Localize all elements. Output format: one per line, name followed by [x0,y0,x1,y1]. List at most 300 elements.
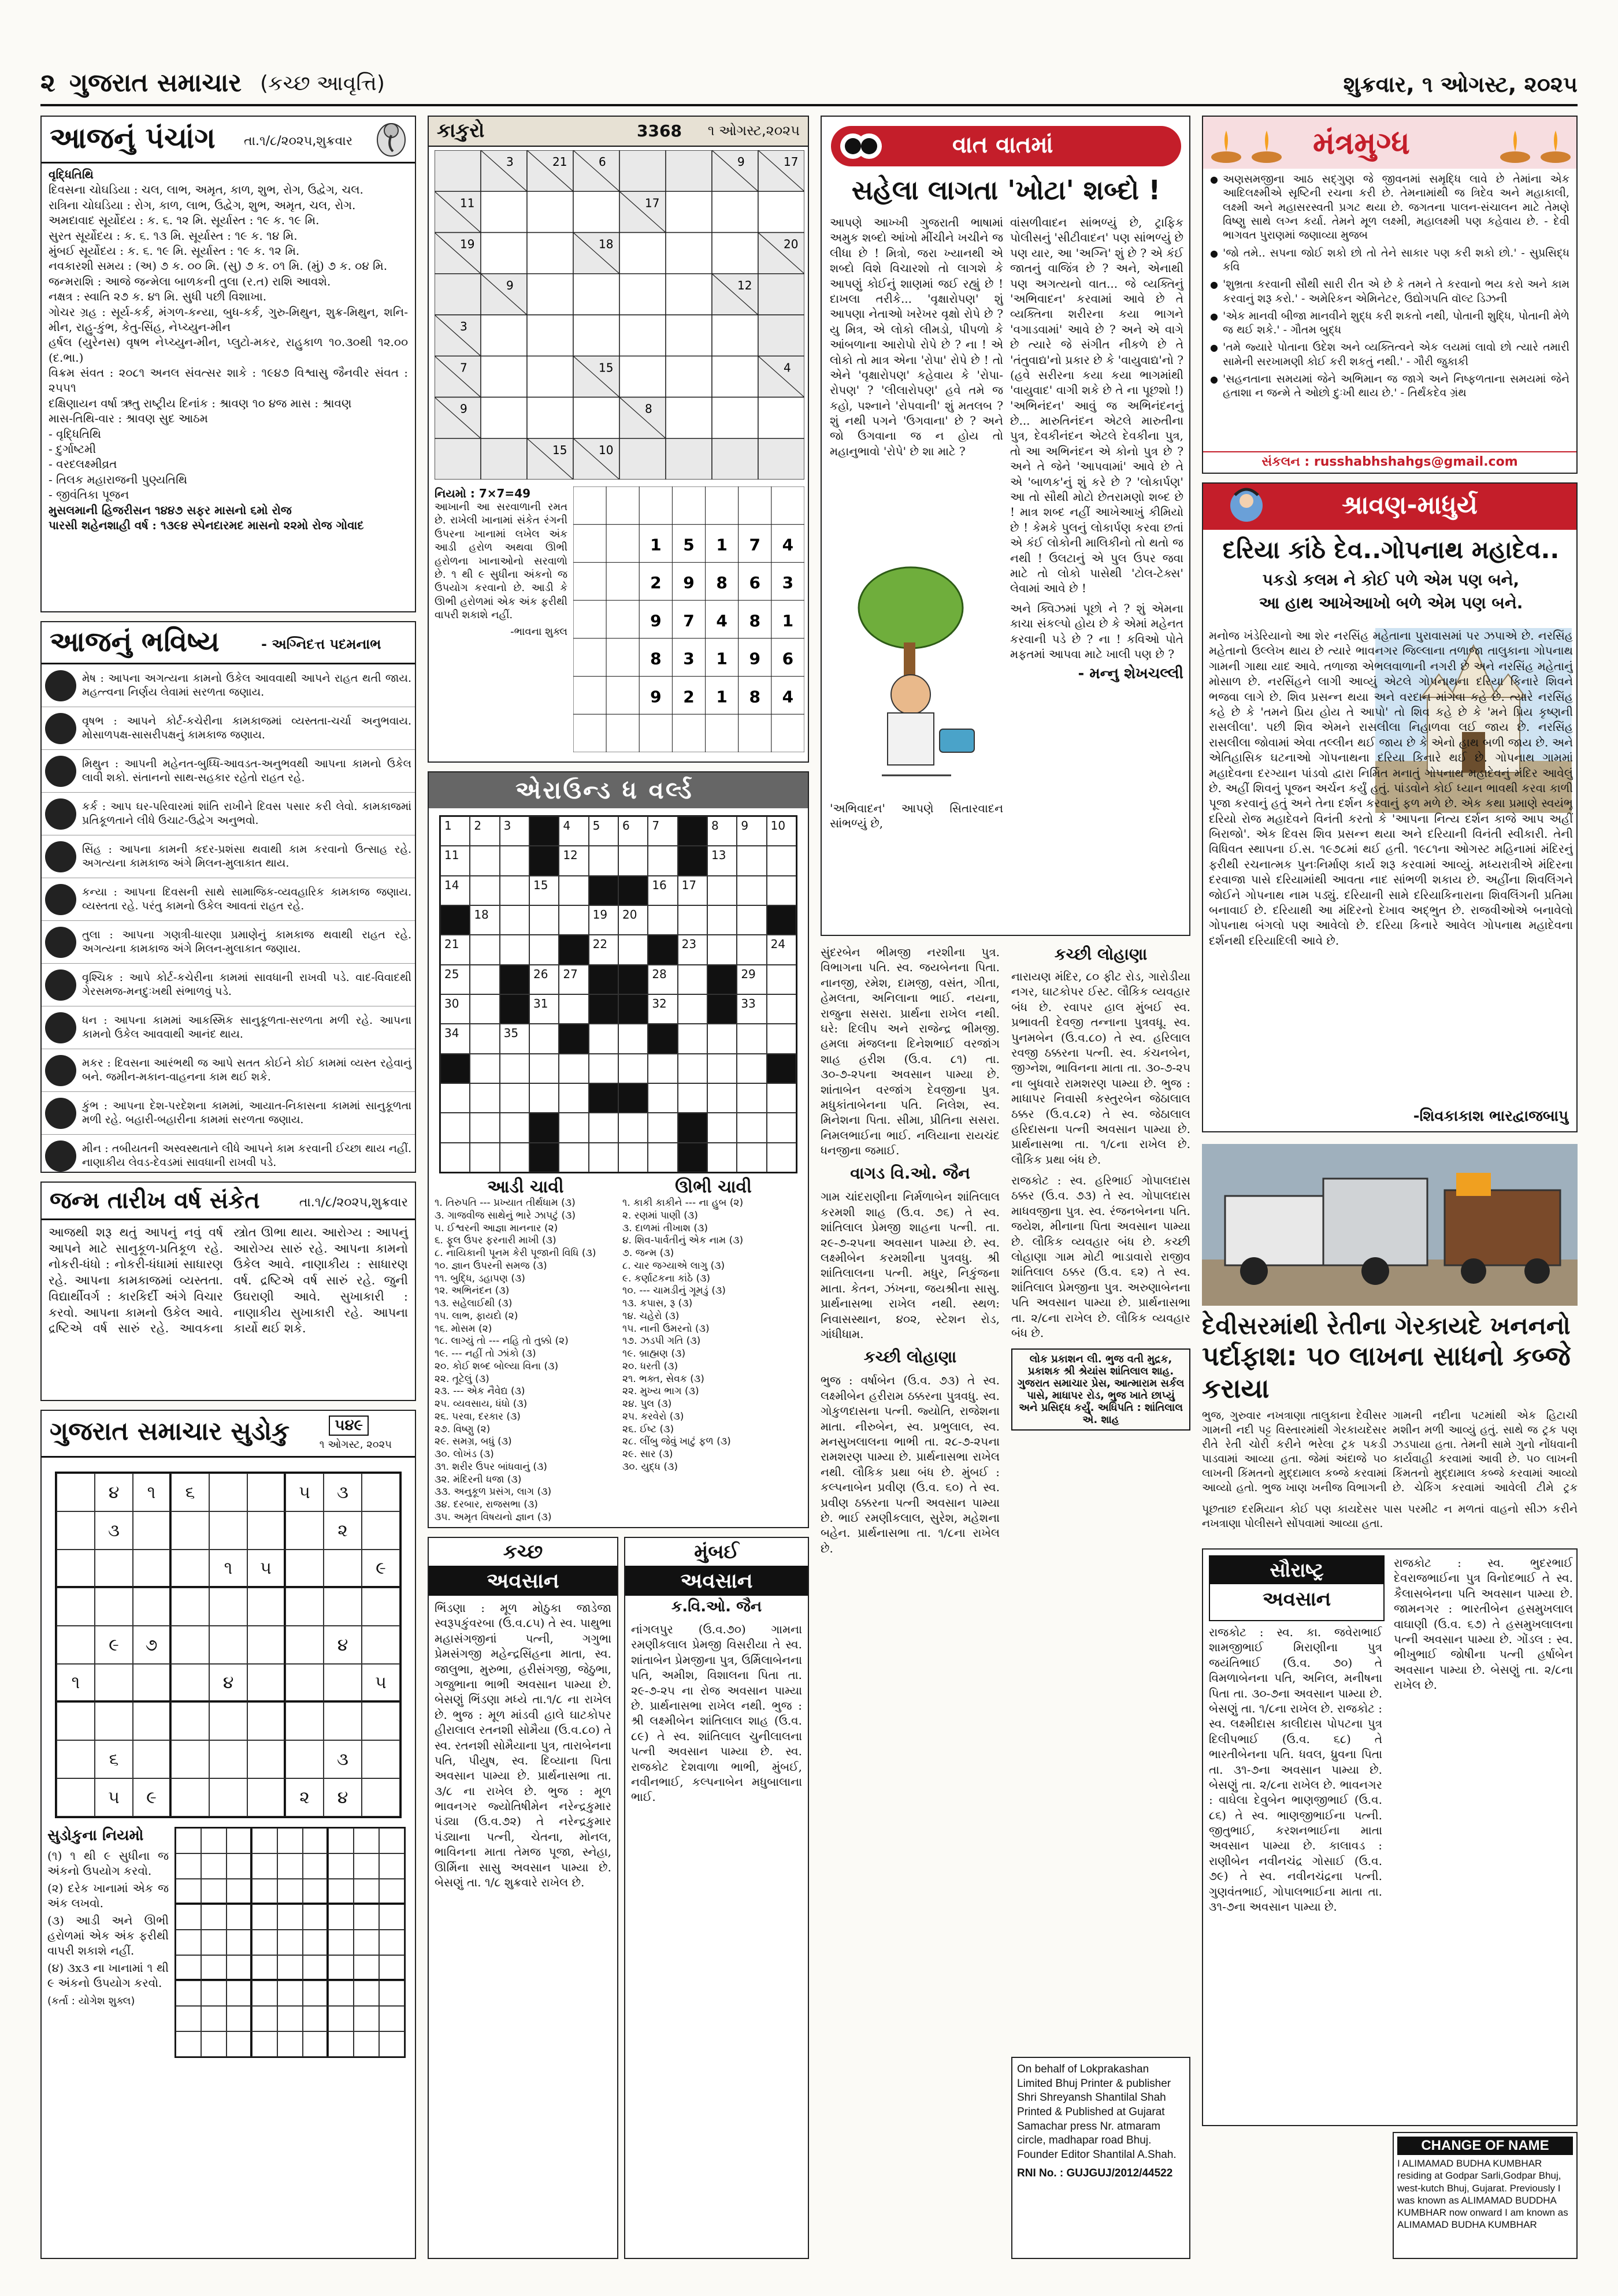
sudoku-cell[interactable] [354,1955,379,1981]
crossword-cell[interactable] [440,935,470,964]
crossword-cell[interactable] [648,905,677,935]
sudoku-cell[interactable] [324,1626,362,1664]
crossword-cell[interactable] [648,846,677,875]
crossword-cell[interactable] [470,1083,499,1113]
sudoku-cell[interactable] [209,1588,247,1626]
crossword-cell[interactable] [559,1113,588,1142]
crossword-cell[interactable] [737,905,766,935]
crossword-cell[interactable] [470,1113,499,1142]
kakuro-cell[interactable] [481,397,527,439]
sudoku-cell[interactable] [303,1981,328,2006]
sudoku-cell[interactable] [171,1588,209,1626]
crossword-cell[interactable] [559,1083,588,1113]
contact-email[interactable]: russhabhshahgs@gmail.com [1313,455,1518,469]
sudoku-cell[interactable] [227,1981,252,2006]
sudoku-cell[interactable] [95,1702,133,1740]
crossword-cell[interactable] [767,1113,796,1142]
sudoku-cell[interactable] [176,1930,201,1955]
sudoku-cell[interactable] [324,1588,362,1626]
crossword-cell[interactable] [529,876,559,905]
crossword-cell[interactable] [470,905,499,935]
sudoku-cell[interactable] [201,2031,227,2057]
crossword-cell[interactable] [618,1143,648,1172]
sudoku-cell[interactable] [171,1550,209,1588]
crossword-cell[interactable] [500,1054,529,1083]
sudoku-cell[interactable] [252,2006,277,2031]
crossword-cell[interactable] [648,816,677,846]
crossword-cell[interactable] [440,1143,470,1172]
kakuro-cell[interactable] [527,397,573,439]
sudoku-cell[interactable] [247,1778,285,1816]
sudoku-cell[interactable] [57,1702,95,1740]
sudoku-cell[interactable] [252,1904,277,1930]
kakuro-cell[interactable] [666,356,712,397]
sudoku-cell[interactable] [95,1664,133,1702]
sudoku-cell[interactable] [303,1930,328,1955]
sudoku-cell[interactable] [201,1981,227,2006]
crossword-cell[interactable] [529,1083,559,1113]
sudoku-cell[interactable] [176,2006,201,2031]
sudoku-cell[interactable] [201,2006,227,2031]
crossword-cell[interactable] [529,935,559,964]
crossword-cell[interactable] [737,1054,766,1083]
sudoku-cell[interactable] [57,1626,95,1664]
crossword-cell[interactable] [470,846,499,875]
crossword-cell[interactable] [470,935,499,964]
sudoku-cell[interactable] [201,1904,227,1930]
sudoku-cell[interactable] [285,1626,324,1664]
crossword-cell[interactable] [678,935,707,964]
crossword-cell[interactable] [648,1143,677,1172]
crossword-cell[interactable] [500,935,529,964]
sudoku-cell[interactable] [379,1955,404,1981]
crossword-cell[interactable] [559,876,588,905]
sudoku-cell[interactable] [57,1588,95,1626]
crossword-cell[interactable] [470,876,499,905]
sudoku-cell[interactable] [252,1930,277,1955]
sudoku-cell[interactable] [247,1740,285,1778]
crossword-cell[interactable] [648,1054,677,1083]
crossword-cell[interactable] [529,965,559,994]
sudoku-cell[interactable] [362,1702,400,1740]
crossword-cell[interactable] [500,816,529,846]
sudoku-cell[interactable] [354,1981,379,2006]
sudoku-cell[interactable] [57,1778,95,1816]
crossword-cell[interactable] [678,965,707,994]
sudoku-cell[interactable] [201,1955,227,1981]
sudoku-cell[interactable] [201,1879,227,1904]
crossword-cell[interactable] [440,994,470,1024]
sudoku-cell[interactable] [95,1511,133,1550]
crossword-cell[interactable] [648,994,677,1024]
sudoku-cell[interactable] [354,1828,379,1853]
sudoku-cell[interactable] [362,1664,400,1702]
sudoku-cell[interactable] [95,1588,133,1626]
crossword-cell[interactable] [707,1054,737,1083]
crossword-cell[interactable] [470,1054,499,1083]
crossword-cell[interactable] [440,816,470,846]
sudoku-cell[interactable] [277,2031,303,2057]
crossword-cell[interactable] [767,846,796,875]
sudoku-cell[interactable] [379,1828,404,1853]
kakuro-cell[interactable] [619,274,666,315]
sudoku-cell[interactable] [95,1626,133,1664]
crossword-cell[interactable] [618,905,648,935]
crossword-cell[interactable] [767,876,796,905]
sudoku-cell[interactable] [285,1778,324,1816]
crossword-cell[interactable] [500,876,529,905]
kakuro-cell[interactable] [619,315,666,356]
crossword-cell[interactable] [737,1113,766,1142]
sudoku-cell[interactable] [362,1778,400,1816]
sudoku-cell[interactable] [303,2031,328,2057]
sudoku-cell[interactable] [133,1778,171,1816]
sudoku-cell[interactable] [277,1930,303,1955]
sudoku-cell[interactable] [201,1853,227,1879]
sudoku-cell[interactable] [328,1981,354,2006]
sudoku-cell[interactable] [176,1981,201,2006]
sudoku-cell[interactable] [209,1511,247,1550]
sudoku-cell[interactable] [285,1550,324,1588]
sudoku-cell[interactable] [328,1904,354,1930]
crossword-cell[interactable] [500,1143,529,1172]
crossword-cell[interactable] [737,935,766,964]
sudoku-cell[interactable] [303,1853,328,1879]
sudoku-cell[interactable] [328,1828,354,1853]
crossword-cell[interactable] [737,846,766,875]
crossword-cell[interactable] [707,876,737,905]
crossword-cell[interactable] [500,846,529,875]
sudoku-cell[interactable] [379,1930,404,1955]
sudoku-cell[interactable] [379,1879,404,1904]
crossword-cell[interactable] [589,1054,618,1083]
sudoku-cell[interactable] [354,1879,379,1904]
kakuro-cell[interactable] [527,191,573,232]
kakuro-cell[interactable] [527,315,573,356]
kakuro-cell[interactable] [712,397,758,439]
crossword-cell[interactable] [707,1143,737,1172]
sudoku-cell[interactable] [247,1588,285,1626]
sudoku-cell[interactable] [328,1879,354,1904]
crossword-cell[interactable] [529,994,559,1024]
crossword-cell[interactable] [618,846,648,875]
sudoku-cell[interactable] [57,1473,95,1511]
crossword-cell[interactable] [737,1143,766,1172]
sudoku-cell[interactable] [227,1879,252,1904]
kakuro-cell[interactable] [758,191,804,232]
crossword-cell[interactable] [678,876,707,905]
sudoku-cell[interactable] [362,1588,400,1626]
sudoku-cell[interactable] [252,1955,277,1981]
sudoku-cell[interactable] [285,1702,324,1740]
sudoku-cell[interactable] [95,1550,133,1588]
crossword-cell[interactable] [559,1143,588,1172]
kakuro-cell[interactable] [712,315,758,356]
crossword-cell[interactable] [589,816,618,846]
sudoku-cell[interactable] [252,1879,277,1904]
sudoku-cell[interactable] [354,2031,379,2057]
crossword-cell[interactable] [707,1083,737,1113]
sudoku-cell[interactable] [171,1702,209,1740]
crossword-cell[interactable] [440,965,470,994]
sudoku-cell[interactable] [57,1550,95,1588]
crossword-cell[interactable] [529,905,559,935]
sudoku-cell[interactable] [328,1853,354,1879]
crossword-cell[interactable] [767,1083,796,1113]
crossword-cell[interactable] [589,1143,618,1172]
sudoku-cell[interactable] [227,1955,252,1981]
sudoku-cell[interactable] [252,1853,277,1879]
kakuro-cell[interactable] [481,315,527,356]
kakuro-cell[interactable] [573,315,619,356]
sudoku-cell[interactable] [277,1904,303,1930]
crossword-cell[interactable] [737,1024,766,1053]
sudoku-cell[interactable] [362,1626,400,1664]
sudoku-cell[interactable] [285,1473,324,1511]
sudoku-cell[interactable] [277,1828,303,1853]
crossword-cell[interactable] [707,1113,737,1142]
sudoku-cell[interactable] [303,1879,328,1904]
sudoku-cell[interactable] [176,1904,201,1930]
sudoku-cell[interactable] [303,1904,328,1930]
sudoku-cell[interactable] [247,1550,285,1588]
crossword-cell[interactable] [678,1024,707,1053]
kakuro-cell[interactable] [481,191,527,232]
crossword-cell[interactable] [470,1143,499,1172]
sudoku-cell[interactable] [133,1550,171,1588]
sudoku-cell[interactable] [379,2031,404,2057]
crossword-cell[interactable] [737,965,766,994]
kakuro-cell[interactable] [573,397,619,439]
sudoku-cell[interactable] [176,2031,201,2057]
crossword-cell[interactable] [559,816,588,846]
sudoku-cell[interactable] [303,2006,328,2031]
sudoku-cell[interactable] [362,1511,400,1550]
crossword-cell[interactable] [589,1113,618,1142]
crossword-cell[interactable] [559,846,588,875]
sudoku-cell[interactable] [247,1626,285,1664]
kakuro-cell[interactable] [666,315,712,356]
crossword-cell[interactable] [737,1083,766,1113]
sudoku-cell[interactable] [324,1473,362,1511]
sudoku-cell[interactable] [328,1930,354,1955]
sudoku-cell[interactable] [227,1853,252,1879]
sudoku-cell[interactable] [176,1955,201,1981]
kakuro-cell[interactable] [527,274,573,315]
crossword-cell[interactable] [559,965,588,994]
crossword-cell[interactable] [737,876,766,905]
sudoku-cell[interactable] [171,1664,209,1702]
sudoku-cell[interactable] [227,1904,252,1930]
kakuro-cell[interactable] [712,356,758,397]
sudoku-cell[interactable] [277,1955,303,1981]
crossword-cell[interactable] [767,1143,796,1172]
sudoku-cell[interactable] [277,2006,303,2031]
crossword-cell[interactable] [767,994,796,1024]
crossword-cell[interactable] [500,1083,529,1113]
kakuro-cell[interactable] [619,356,666,397]
sudoku-cell[interactable] [57,1511,95,1550]
kakuro-cell[interactable] [527,233,573,274]
crossword-cell[interactable] [707,1024,737,1053]
crossword-cell[interactable] [618,1113,648,1142]
sudoku-cell[interactable] [324,1778,362,1816]
kakuro-cell[interactable] [573,191,619,232]
crossword-cell[interactable] [440,846,470,875]
crossword-cell[interactable] [707,816,737,846]
sudoku-cell[interactable] [379,1981,404,2006]
sudoku-cell[interactable] [285,1588,324,1626]
crossword-cell[interactable] [589,905,618,935]
crossword-cell[interactable] [440,1024,470,1053]
crossword-cell[interactable] [678,1083,707,1113]
crossword-cell[interactable] [559,1054,588,1083]
sudoku-cell[interactable] [277,1879,303,1904]
crossword-cell[interactable] [707,935,737,964]
crossword-cell[interactable] [767,816,796,846]
sudoku-cell[interactable] [176,1853,201,1879]
sudoku-cell[interactable] [57,1740,95,1778]
crossword-cell[interactable] [589,846,618,875]
sudoku-cell[interactable] [328,2031,354,2057]
crossword-cell[interactable] [470,965,499,994]
sudoku-cell[interactable] [201,1930,227,1955]
sudoku-cell[interactable] [133,1740,171,1778]
crossword-cell[interactable] [470,816,499,846]
kakuro-cell[interactable] [527,356,573,397]
crossword-cell[interactable] [440,1113,470,1142]
crossword-cell[interactable] [559,994,588,1024]
sudoku-cell[interactable] [379,2006,404,2031]
crossword-cell[interactable] [500,1113,529,1142]
crossword-cell[interactable] [529,1054,559,1083]
kakuro-cell[interactable] [712,191,758,232]
sudoku-cell[interactable] [171,1511,209,1550]
sudoku-cell[interactable] [95,1778,133,1816]
sudoku-cell[interactable] [176,1879,201,1904]
sudoku-cell[interactable] [171,1473,209,1511]
sudoku-cell[interactable] [285,1664,324,1702]
sudoku-cell[interactable] [227,1930,252,1955]
sudoku-cell[interactable] [171,1740,209,1778]
sudoku-cell[interactable] [209,1626,247,1664]
sudoku-cell[interactable] [379,1853,404,1879]
sudoku-cell[interactable] [209,1473,247,1511]
sudoku-cell[interactable] [171,1626,209,1664]
sudoku-cell[interactable] [133,1473,171,1511]
sudoku-cell[interactable] [324,1664,362,1702]
sudoku-cell[interactable] [379,1904,404,1930]
sudoku-cell[interactable] [176,1828,201,1853]
crossword-cell[interactable] [767,965,796,994]
crossword-cell[interactable] [767,935,796,964]
sudoku-cell[interactable] [133,1626,171,1664]
sudoku-cell[interactable] [324,1702,362,1740]
sudoku-cell[interactable] [209,1550,247,1588]
kakuro-cell[interactable] [481,233,527,274]
sudoku-cell[interactable] [252,2031,277,2057]
crossword-cell[interactable] [648,1113,677,1142]
crossword-cell[interactable] [737,994,766,1024]
crossword-cell[interactable] [500,905,529,935]
sudoku-cell[interactable] [354,1904,379,1930]
sudoku-cell[interactable] [209,1778,247,1816]
sudoku-cell[interactable] [303,1955,328,1981]
kakuro-cell[interactable] [712,233,758,274]
sudoku-cell[interactable] [328,1955,354,1981]
crossword-cell[interactable] [648,965,677,994]
sudoku-cell[interactable] [201,1828,227,1853]
crossword-cell[interactable] [707,846,737,875]
crossword-cell[interactable] [500,1024,529,1053]
kakuro-cell[interactable] [573,274,619,315]
sudoku-cell[interactable] [171,1778,209,1816]
sudoku-cell[interactable] [133,1664,171,1702]
sudoku-cell[interactable] [133,1702,171,1740]
sudoku-cell[interactable] [133,1588,171,1626]
sudoku-cell[interactable] [227,1828,252,1853]
sudoku-cell[interactable] [209,1664,247,1702]
sudoku-cell[interactable] [252,1981,277,2006]
crossword-cell[interactable] [470,1024,499,1053]
sudoku-cell[interactable] [362,1550,400,1588]
crossword-cell[interactable] [440,876,470,905]
crossword-cell[interactable] [618,816,648,846]
sudoku-cell[interactable] [285,1511,324,1550]
sudoku-cell[interactable] [247,1702,285,1740]
sudoku-cell[interactable] [133,1511,171,1550]
sudoku-cell[interactable] [328,2006,354,2031]
crossword-cell[interactable] [678,1054,707,1083]
crossword-cell[interactable] [559,905,588,935]
sudoku-cell[interactable] [95,1740,133,1778]
sudoku-cell[interactable] [324,1740,362,1778]
sudoku-cell[interactable] [252,1828,277,1853]
kakuro-cell[interactable] [666,191,712,232]
kakuro-cell[interactable] [619,233,666,274]
crossword-cell[interactable] [678,994,707,1024]
crossword-cell[interactable] [678,905,707,935]
sudoku-cell[interactable] [285,1740,324,1778]
crossword-cell[interactable] [529,1024,559,1053]
sudoku-cell[interactable] [209,1702,247,1740]
sudoku-cell[interactable] [247,1473,285,1511]
sudoku-cell[interactable] [247,1511,285,1550]
sudoku-cell[interactable] [324,1550,362,1588]
kakuro-cell[interactable] [666,274,712,315]
crossword-cell[interactable] [707,905,737,935]
crossword-cell[interactable] [648,876,677,905]
crossword-cell[interactable] [589,1024,618,1053]
kakuro-cell[interactable] [481,356,527,397]
sudoku-cell[interactable] [324,1511,362,1550]
sudoku-cell[interactable] [227,2006,252,2031]
sudoku-cell[interactable] [362,1473,400,1511]
sudoku-cell[interactable] [209,1740,247,1778]
sudoku-cell[interactable] [354,1853,379,1879]
sudoku-cell[interactable] [247,1664,285,1702]
kakuro-cell[interactable] [666,233,712,274]
crossword-cell[interactable] [440,1083,470,1113]
crossword-cell[interactable] [737,816,766,846]
sudoku-cell[interactable] [57,1664,95,1702]
sudoku-cell[interactable] [227,2031,252,2057]
sudoku-cell[interactable] [303,1828,328,1853]
sudoku-cell[interactable] [354,2006,379,2031]
kakuro-cell[interactable] [758,397,804,439]
crossword-cell[interactable] [618,1024,648,1053]
crossword-cell[interactable] [618,935,648,964]
